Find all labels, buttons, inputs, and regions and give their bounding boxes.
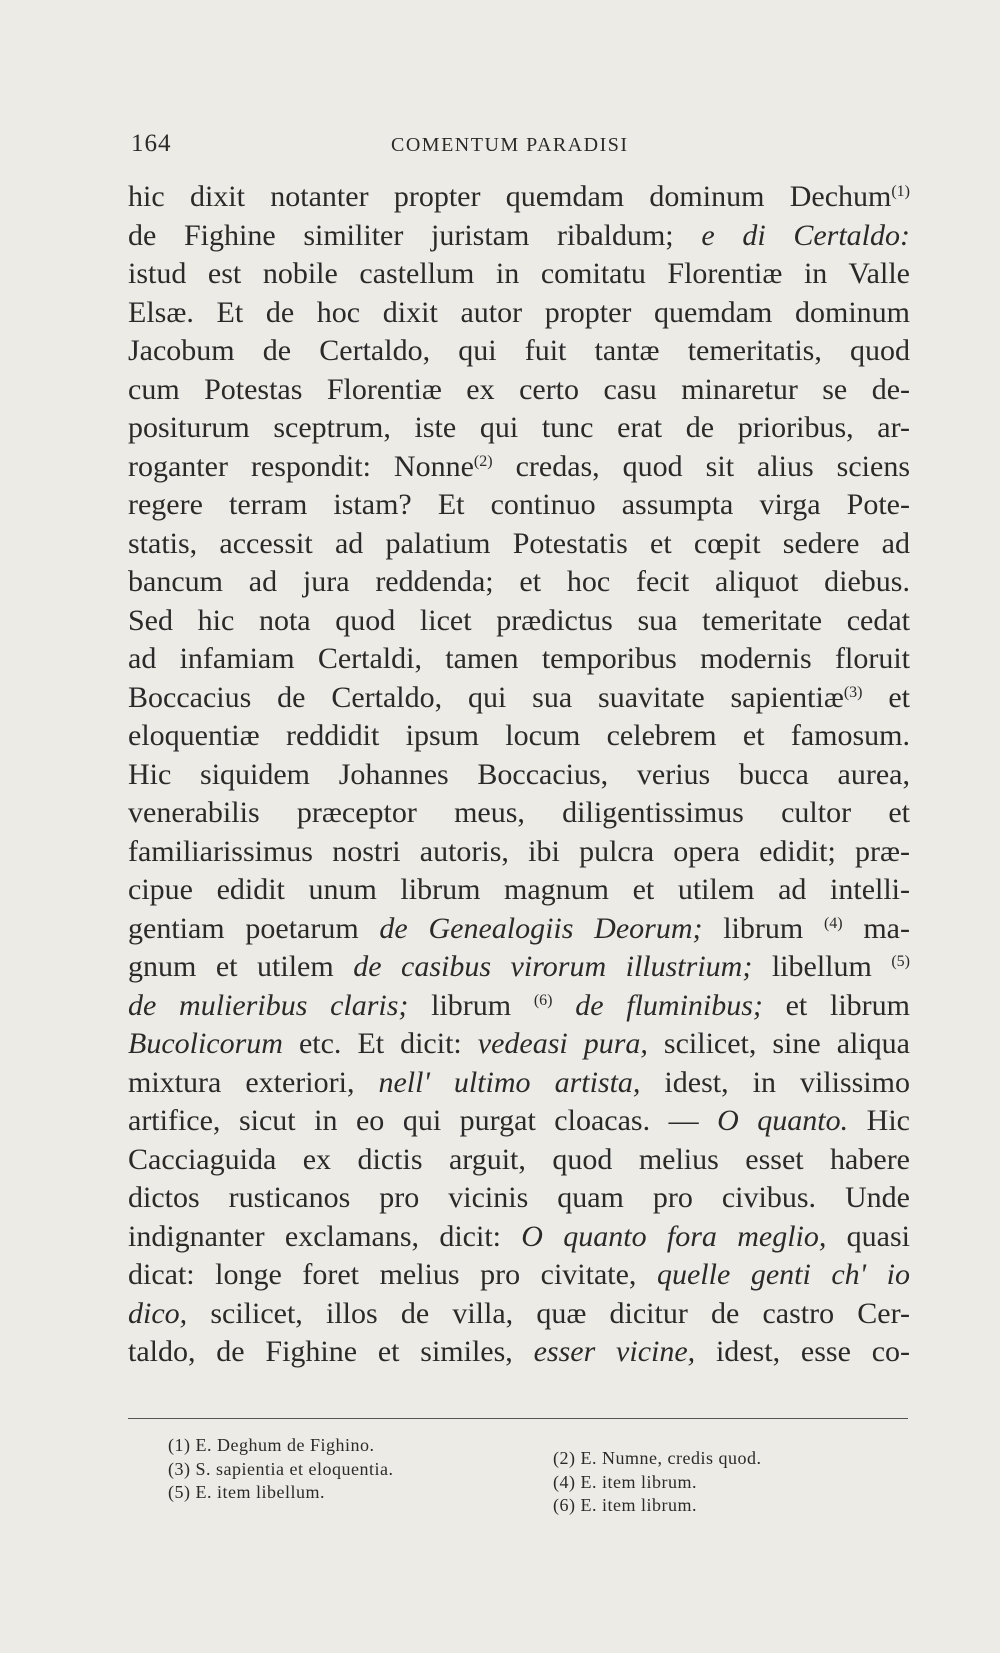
footnote [553,1447,761,1471]
footnotes-right-column [553,1447,761,1518]
text-segment: et [862,680,910,714]
text-segment [552,989,575,1022]
footnotes-left-column [168,1434,393,1505]
text-line [128,563,910,602]
text-line [128,1102,910,1141]
text-segment: hic dixit notanter propter quemdam dominum Dechum [128,180,892,213]
text-line [128,910,910,949]
footnote-ref: (2) [473,452,493,470]
text-line [128,448,910,487]
text-segment: idest, esse co- [695,1335,910,1368]
text-line [128,794,910,833]
text-line [128,833,910,872]
text-segment: bancum ad jura reddenda; et hoc fecit aliquot diebus. [128,565,910,598]
text-segment: cum Potestas Florentiæ ex certo casu minaretur se de- [128,372,910,406]
italic-text: O quanto fora meglio, [521,1219,827,1253]
text-segment: et librum [762,988,910,1022]
text-segment: istud est nobile castellum in comitatu Florentiæ in Valle [128,257,910,290]
italic-text: Bucolicorum [128,1027,283,1060]
text-line [128,1218,910,1257]
text-line [128,178,910,217]
text-segment: indignanter exclamans, dicit: [128,1219,522,1253]
text-line [128,987,910,1026]
text-line [128,217,910,256]
text-line [128,486,910,525]
text-line [128,1295,910,1334]
text-segment: librum [408,988,534,1022]
text-segment: mixtura exteriori, [128,1065,379,1099]
text-segment: Hic siquidem Johannes Boccacius, verius bucca aurea, [128,757,910,791]
footnote-text: E. Numne, credis quod. [580,1448,762,1468]
text-segment: dictos rusticanos pro vicinis quam pro civibus. Unde [128,1181,910,1214]
footnote [553,1471,761,1495]
italic-text: nell' ultimo artista, [378,1065,641,1099]
text-segment: regere terram istam? Et continuo assumpta virga Pote- [128,488,910,521]
text-segment: cipue edidit unum librum magnum et utilem ad intelli- [128,873,910,906]
footnote-text: E. Deghum de Fighino. [195,1435,375,1455]
text-line [128,640,910,679]
text-line [128,409,910,448]
footnote-number: (4) [553,1471,581,1492]
text-segment: Elsæ. Et de hoc dixit autor propter quemdam dominum [128,295,910,329]
footnote-ref: (5) [891,953,910,970]
italic-text: esser vicine, [533,1335,696,1368]
text-segment: Cacciaguida ex dictis arguit, quod melius esset habere [128,1142,910,1176]
text-line [128,948,910,987]
footnote-number: (3) [168,1458,196,1479]
footnote-number: (1) [168,1435,196,1455]
text-segment: Sed hic nota quod licet prædictus sua temeritate cedat [128,603,910,637]
text-segment: statis, accessit ad palatium Potestatis et cœpit sedere ad [128,526,910,560]
italic-text: vedeasi pura, [477,1027,648,1060]
italic-text: quelle genti ch' io [656,1258,910,1291]
text-segment: ad infamiam Certaldi, tamen temporibus modernis floruit [128,642,910,675]
italic-text: dico, [128,1296,188,1330]
italic-text: de casibus virorum illustrium; [353,950,753,983]
text-line [128,1179,910,1218]
footnote [168,1481,393,1505]
footnote-ref: (3) [843,683,863,701]
text-segment: artifice, sicut in eo qui purgat cloacas. — [128,1104,718,1137]
text-segment: credas, quod sit alius sciens [492,449,910,483]
italic-text: de mulieribus claris; [128,988,409,1022]
italic-text: O quanto. [717,1104,849,1137]
text-segment: Hic [848,1104,910,1137]
footnote-number: (5) [168,1482,196,1502]
text-segment: venerabilis præceptor meus, diligentissimus cultor et [128,796,910,829]
text-segment: ma- [842,911,910,945]
text-segment: taldo, de Fighine et similes, [128,1335,534,1368]
text-segment: quasi [826,1219,911,1253]
text-line [128,371,910,410]
text-segment: familiarissimus nostri autoris, ibi pulcra opera edidit; præ- [128,834,910,868]
text-line [128,1025,910,1064]
text-segment: eloquentiæ reddidit ipsum locum celebrem et famosum. [128,719,910,752]
text-line [128,1333,910,1372]
italic-text: de fluminibus; [575,988,763,1022]
text-line [128,756,910,795]
text-segment: gnum et utilem [128,950,354,983]
footnote-rule [128,1418,908,1419]
footnote-text: E. item librum. [580,1471,697,1492]
footnote-ref: (6) [533,991,553,1009]
text-segment: idest, in vilissimo [640,1065,910,1099]
text-segment: de Fighine similiter juristam ribaldum; [128,218,702,252]
text-line [128,717,910,756]
text-line [128,332,910,371]
footnote-text: E. item librum. [580,1495,697,1515]
footnote-number: (6) [553,1495,581,1515]
text-line [128,525,910,564]
text-segment: libellum [752,950,892,983]
footnote-text: S. sapientia et eloquentia. [195,1458,394,1479]
text-segment: Boccacius de Certaldo, qui sua suavitate sapientiæ [128,680,844,714]
page-header [131,130,916,170]
body-text [128,178,910,1372]
text-segment: positurum sceptrum, iste qui tunc erat de prioribus, ar- [128,411,910,444]
running-title: COMENTUM PARADISI [391,134,629,156]
text-segment: scilicet, sine aliqua [647,1027,910,1060]
text-line [128,255,910,294]
text-line [128,1141,910,1180]
text-segment: Jacobum de Certaldo, qui fuit tantæ temeritatis, quod [128,334,910,367]
footnote-text: E. item libellum. [195,1482,325,1502]
text-segment: dicat: longe foret melius pro civitate, [128,1258,657,1291]
footnote [168,1434,393,1458]
footnote-ref: (4) [823,914,843,932]
text-line [128,1064,910,1103]
footnote [168,1458,393,1482]
text-segment: librum [702,911,824,945]
footnote-number: (2) [553,1448,581,1468]
text-segment: roganter respondit: Nonne [128,449,474,483]
text-line [128,679,910,718]
text-line [128,871,910,910]
page-number: 164 [131,130,172,157]
footnote [553,1494,761,1518]
text-line [128,294,910,333]
footnote-ref: (1) [891,183,910,200]
text-line [128,602,910,641]
text-segment: scilicet, illos de villa, quæ dicitur de castro Cer- [187,1296,910,1330]
italic-text: de Genealogiis Deorum; [379,911,703,945]
text-segment: etc. Et dicit: [282,1027,478,1060]
text-line [128,1256,910,1295]
text-segment: gentiam poetarum [128,911,380,945]
italic-text: e di Certaldo: [701,218,910,252]
